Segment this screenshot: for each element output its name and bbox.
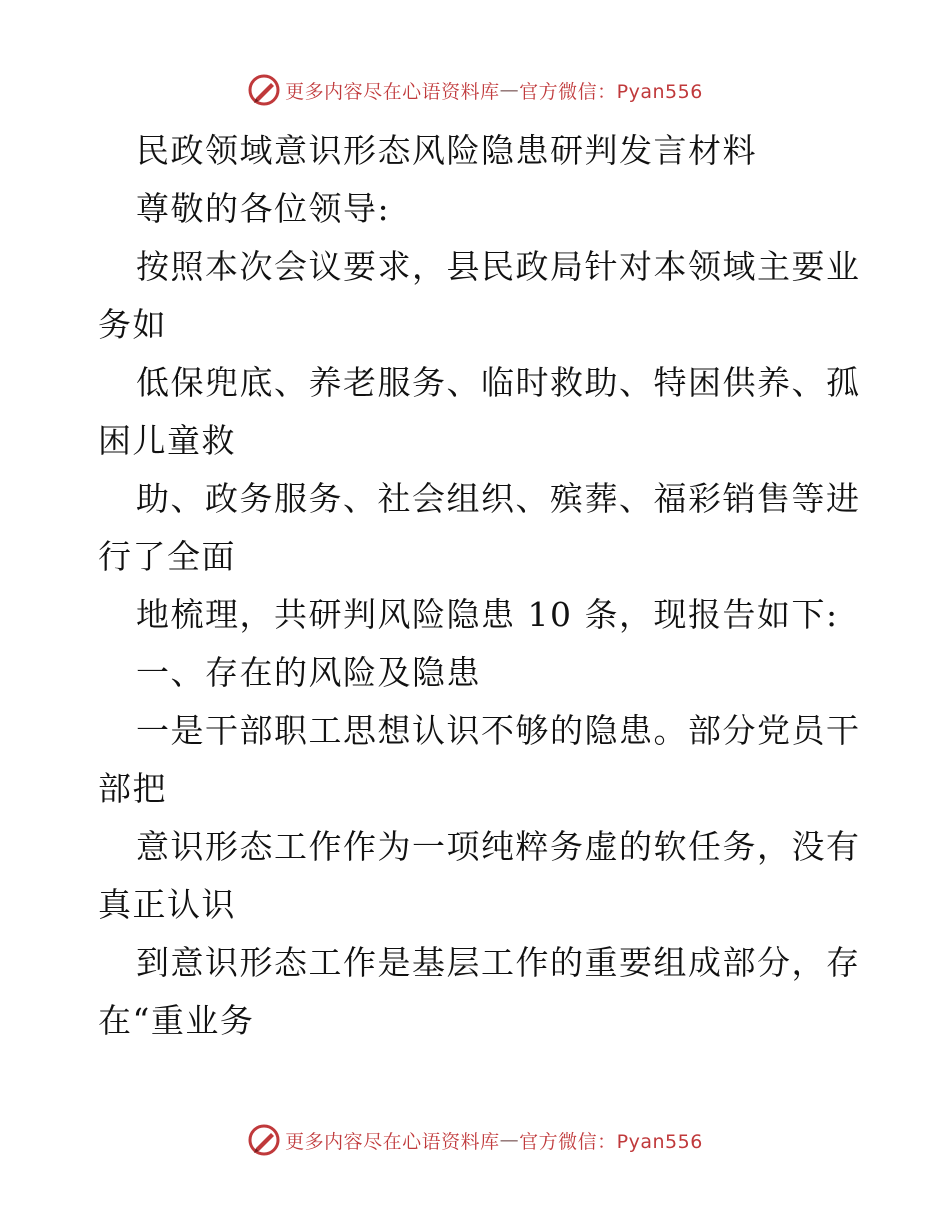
document-body [98,122,861,1050]
text-line: 一是干部职工思想认识不够的隐患。部分党员干 [136,711,861,750]
text-line: 部把 [98,769,167,808]
text-line: 到意识形态工作是基层工作的重要组成部分，存 [136,943,861,982]
watermark-dash: — [499,1129,520,1151]
text-line: 助、政务服务、社会组织、殡葬、福彩销售等进 [136,479,861,518]
text-line: 在“重业务 [98,1001,255,1040]
text-line: 低保兜底、养老服务、临时救助、特困供养、孤 [136,363,861,402]
text-line: 按照本次会议要求，县民政局针对本领域主要业 [136,247,861,286]
header-watermark [0,70,950,110]
section-heading: 一、存在的风险及隐患 [136,653,481,692]
watermark-text: 更多内容尽在心语资料库 [285,1130,500,1153]
text-line: 意识形态工作作为一项纯粹务虚的软任务，没有 [136,827,861,866]
watermark-contact: 官方微信：Pyan556 [519,80,703,103]
text-line: 务如 [98,305,167,344]
text-line: 行了全面 [98,537,236,576]
pen-logo-icon [247,73,281,107]
text-line: 真正认识 [98,885,236,924]
document-title: 民政领域意识形态风险隐患研判发言材料 [136,131,757,170]
salutation: 尊敬的各位领导: [136,189,391,228]
watermark-text: 更多内容尽在心语资料库 [285,80,500,103]
watermark-contact: 官方微信：Pyan556 [519,1130,703,1153]
watermark-dash: — [499,79,520,101]
footer-watermark [0,1120,950,1160]
text-line: 困儿童救 [98,421,236,460]
pen-logo-icon [247,1123,281,1157]
text-line: 地梳理，共研判风险隐患 10 条，现报告如下: [136,595,839,634]
